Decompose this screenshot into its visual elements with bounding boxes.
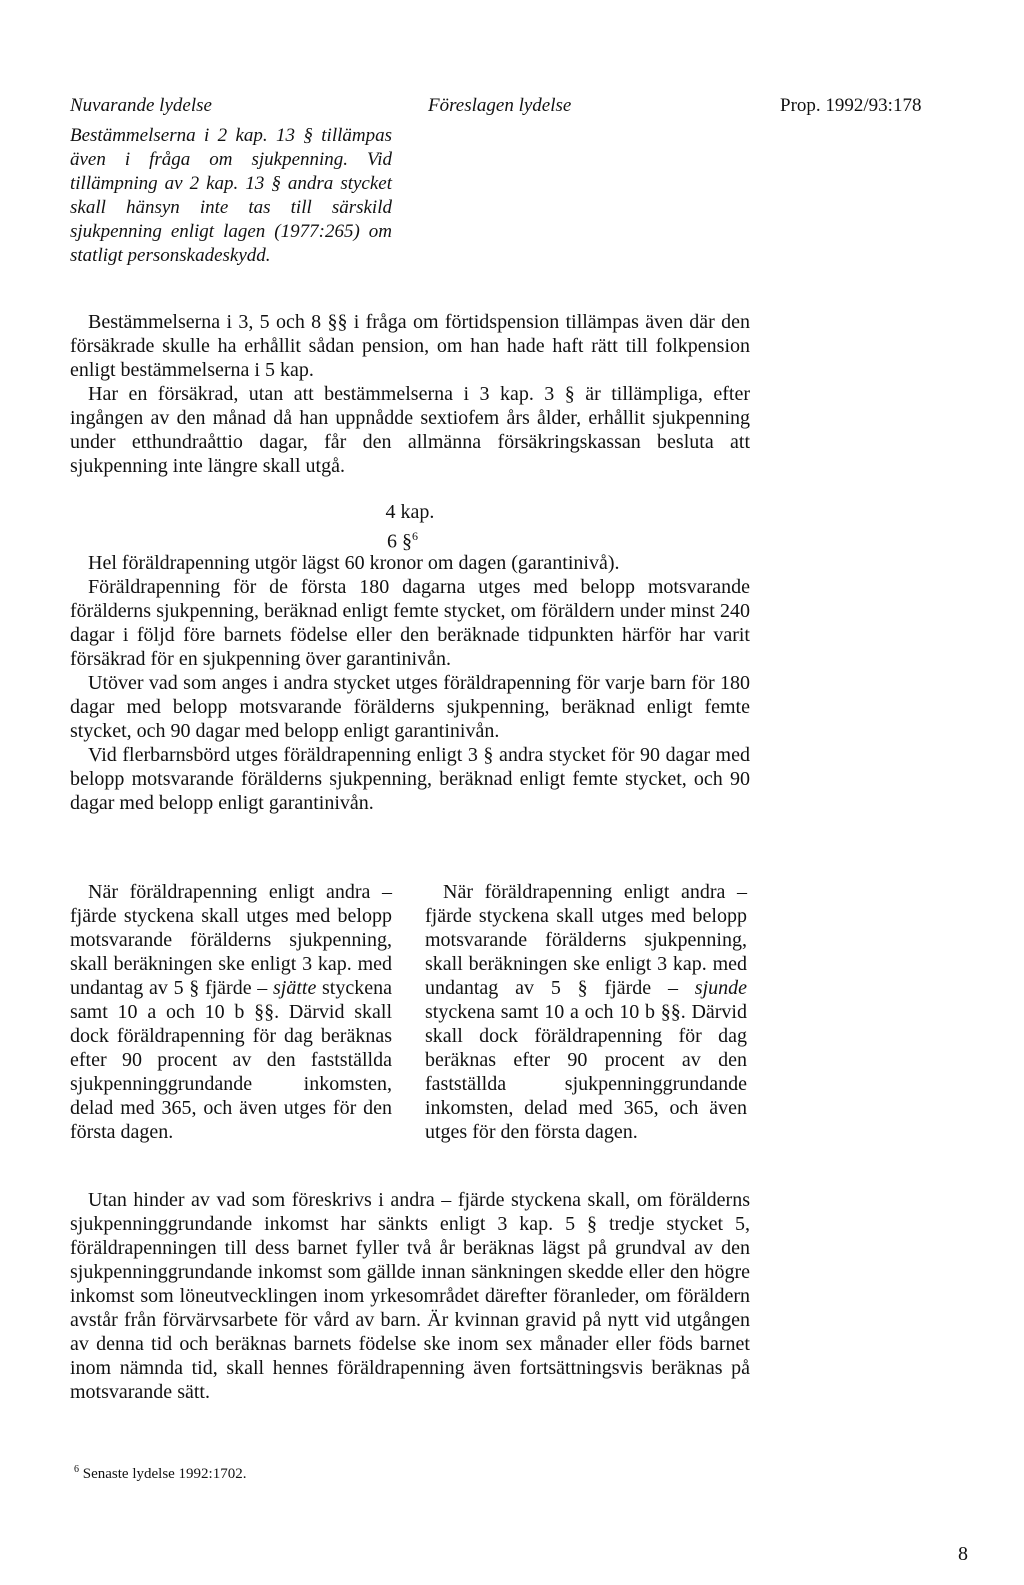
- paragraph-c: Utan hinder av vad som föreskrivs i andra – fjärde styckena skall, om förälderns sjukpenninggrundande inkomst har sänkts enligt 3 kap. 5 § tredje stycket 5, föräldrapenningen till dess barnet fyller två år beräknas lägst på grundval av den sjukpenninggrundande inkomst som gällde innan sänkningen skedde eller den högre inkomst som löneutvecklingen inom yrkesområdet därefter föranleder, om föräldern avstår från förvärvsarbete för vård av barn. Är kvinnan gravid på nytt vid utgången av denna tid och beräknas barnets födelse ske inom sex månader eller föds barnet inom nämnda tid, skall hennes föräldrapenning även fortsättningsvis beräknas på motsvarande sätt.: [70, 1189, 750, 1403]
- chapter-heading: 4 kap.: [385, 501, 435, 523]
- footnote-number: 6: [74, 1464, 79, 1475]
- paragraph-b4: Vid flerbarnsbörd utges föräldrapenning enligt 3 § andra stycket för 90 dagar med belopp motsvarande förälderns sjukpenning, beräknad enligt femte stycket, och 90 dagar med belopp enligt garantinivån.: [70, 744, 750, 814]
- footnote: [74, 1458, 246, 1486]
- col-right-text-1: När föräldrapenning enligt andra – fjärde styckena skall utges med belopp motsvarande förälderns sjukpenning, skall beräkningen ske enligt 3 kap. med undantag av 5 § fjärde –: [425, 881, 747, 999]
- section-paragraphs-b: [70, 551, 750, 815]
- proposition-number: Prop. 1992/93:178: [780, 95, 922, 116]
- header-current-wording: Nuvarande lydelse: [70, 95, 212, 116]
- section-paragraphs-a: [70, 310, 750, 478]
- section-label: 6 §: [387, 530, 412, 553]
- col-right-emphasis: sjunde: [694, 977, 747, 999]
- section-heading: [387, 524, 418, 554]
- col-left-emphasis: sjätte: [272, 977, 317, 999]
- header-proposed-wording: Föreslagen lydelse: [428, 95, 572, 116]
- proposed-wording-column: [425, 880, 747, 1144]
- paragraph-b2: Föräldrapenning för de första 180 dagarna utges med belopp motsvarande förälderns sjukpenning, beräknad enligt femte stycket, om föräldern under minst 240 dagar i följd före barnets födelse eller den beräknade tidpunkten härför har varit försäkrad för en sjukpenning över garantinivån.: [70, 576, 750, 670]
- col-left-text-1: När föräldrapenning enligt andra – fjärde styckena skall utges med belopp motsvarande förälderns sjukpenning, skall beräkningen ske enligt 3 kap. med undantag av 5 § fjärde –: [70, 881, 392, 999]
- paragraph-a1: Bestämmelserna i 3, 5 och 8 §§ i fråga om förtidspension tillämpas även där den försäkrade skulle ha erhållit sådan pension, om han hade haft rätt till folkpension enligt bestämmelserna i 5 kap.: [70, 311, 750, 381]
- col-right-text-2: styckena samt 10 a och 10 b §§. Därvid skall dock föräldrapenning för dag beräknas efter 90 procent av den fastställda sjukpenninggrundande inkomsten, delad med 365, och även utges för den första dagen.: [425, 1001, 747, 1143]
- footnote-ref: 6: [412, 529, 418, 543]
- paragraph-b3: Utöver vad som anges i andra stycket utges föräldrapenning för varje barn för 180 dagar med belopp motsvarande förälderns sjukpenning, beräknad enligt femte stycket, och 90 dagar med belopp enligt garantinivån.: [70, 672, 750, 742]
- paragraph-b1: Hel föräldrapenning utgör lägst 60 kronor om dagen (garantinivå).: [88, 552, 620, 574]
- current-wording-column: [70, 880, 392, 1144]
- page-number: 8: [958, 1543, 968, 1565]
- current-wording-top-paragraph: Bestämmelserna i 2 kap. 13 § tillämpas även i fråga om sjukpenning. Vid tillämpning av 2 kap. 13 § andra stycket skall hänsyn inte tas till särskild sjukpenning enligt lagen (1977:265) om statligt personskadeskydd.: [70, 125, 392, 266]
- footnote-text: Senaste lydelse 1992:1702.: [82, 1466, 247, 1482]
- paragraph-a2: Har en försäkrad, utan att bestämmelserna i 3 kap. 3 § är tillämpliga, efter ingången av den månad då han uppnådde sextiofem års ålder, erhållit sjukpenning under etthundraåttio dagar, får den allmänna försäkringskassan besluta att sjukpenning inte längre skall utgå.: [70, 383, 750, 477]
- col-left-text-2: styckena samt 10 a och 10 b §§. Därvid skall dock föräldrapenning för dag beräknas efter 90 procent av den fastställda sjukpenninggrundande inkomsten, delad med 365, och även utges för den första dagen.: [70, 977, 392, 1143]
